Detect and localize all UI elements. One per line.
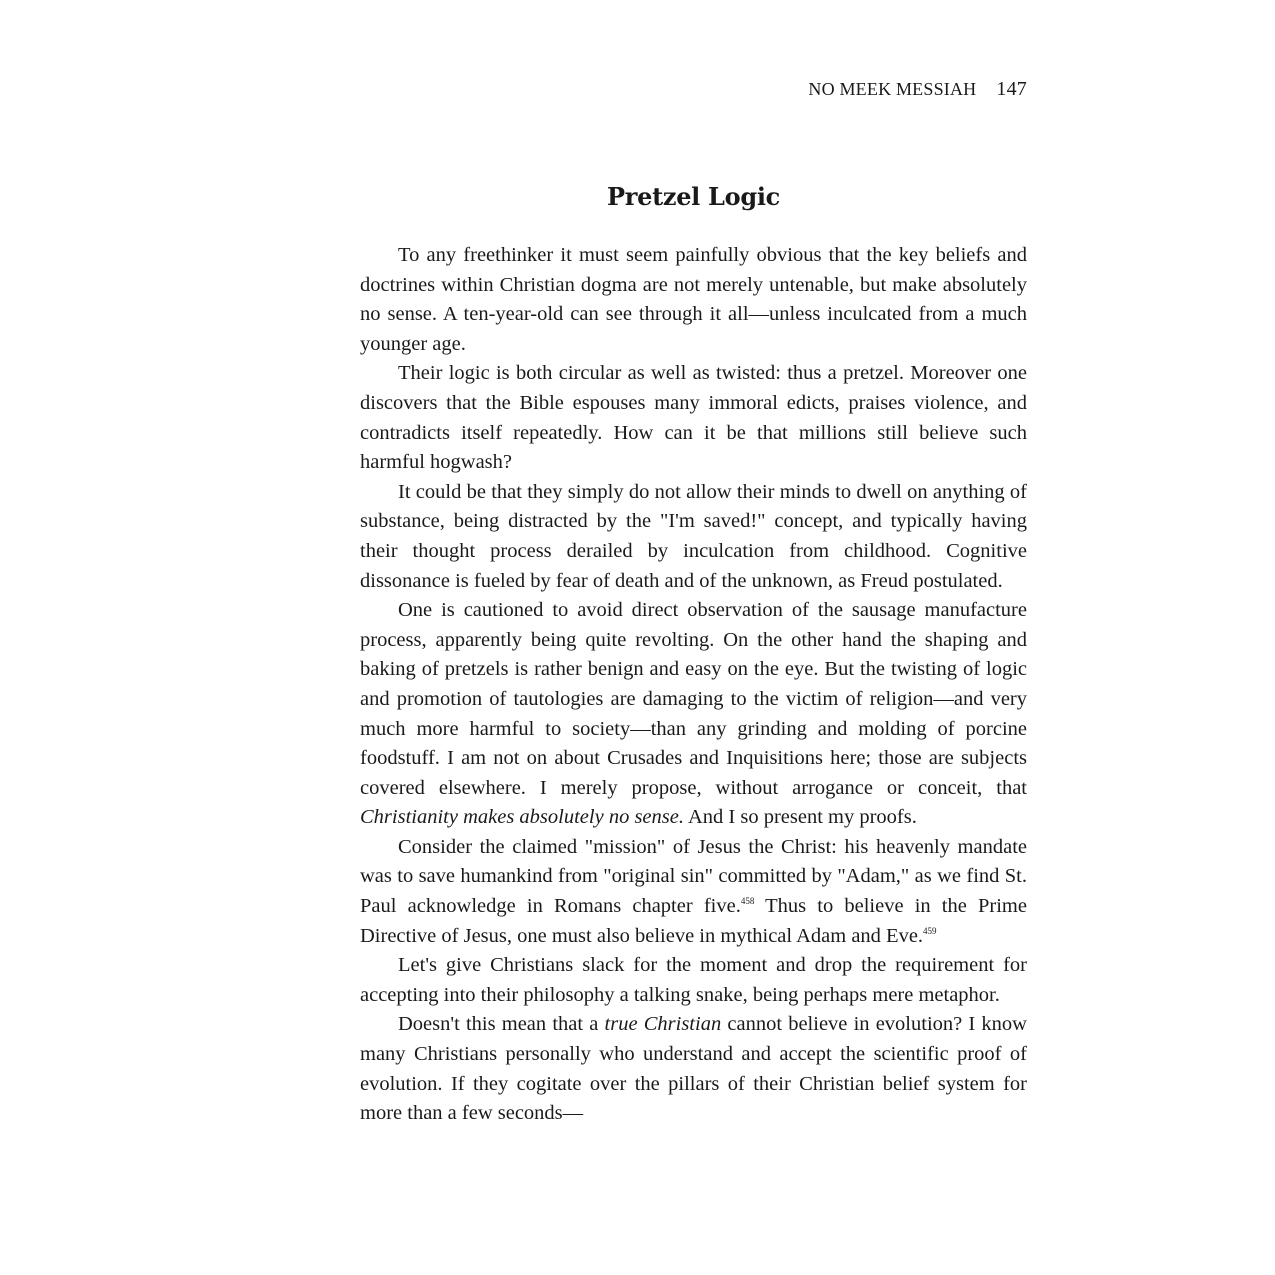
paragraph: To any freethinker it must seem painfully obvious that the key beliefs and doctrines within Christian dogma are not merely untenable, but make absolutely no sense. A ten-year-old can see through it all—unless inculcated from a much younger age. [360,244,1027,355]
page-number: 147 [996,78,1027,100]
footnote-marker: 459 [923,925,937,936]
paragraph-text: Consider the claimed "mission" of Jesus the Christ: his heavenly mandate was to save humankind from "original sin" committed by "Adam," as we find St. Paul acknowledge in Romans chapter five. [360,835,1027,918]
paragraph-text: One is cautioned to avoid direct observation of the sausage manufacture process, apparently being quite revolting. On the other hand the shaping and baking of pretzels is rather benign and easy on the eye. But the twisting of logic and promotion of tautologies are damaging to the victim of religion—and very much more harmful to society—than any grinding and molding of porcine foodstuff. I am not on about Crusades and Inquisitions here; those are subjects covered elsewhere. I merely propose, without arrogance or conceit, that [360,599,1027,799]
paragraph: Their logic is both circular as well as twisted: thus a pretzel. Moreover one discovers that the Bible espouses many immoral edicts, praises violence, and contradicts itself repeatedly. How can it be that millions still believe such harmful hogwash? [360,362,1027,474]
chapter-title: Pretzel Logic [607,182,780,211]
emphasis-text: true Christian [604,1013,722,1036]
paragraph-text: Doesn't this mean that a [398,1013,605,1036]
body-text [360,241,1027,1129]
footnote-marker: 458 [740,896,755,907]
paragraph [360,1010,1027,1128]
running-head [808,78,1027,101]
paragraph: Let's give Christians slack for the moment and drop the requirement for accepting into their philosophy a talking snake, being perhaps mere metaphor. [360,954,1027,1006]
emphasis-text: Christianity makes absolutely no sense. [360,806,684,829]
paragraph-text: cannot believe in evolution? I know many Christians personally who understand and accept the scientific proof of evolution. If they cogitate over the pillars of their Christian belief system for more than a few seconds— [360,1013,1027,1125]
paragraph-text: Thus to believe in the Prime Directive of Jesus, one must also believe in mythical Adam and Eve. [360,895,1027,947]
running-title: NO MEEK MESSIAH [808,79,977,99]
paragraph: It could be that they simply do not allow their minds to dwell on anything of substance, being distracted by the "I'm saved!" concept, and typically having their thought process derailed by inculcation from childhood. Cognitive dissonance is fueled by fear of death and of the unknown, as Freud postulated. [360,480,1027,592]
paragraph [360,596,1027,833]
paragraph-text: And I so present my proofs. [683,806,917,829]
paragraph [360,833,1027,951]
